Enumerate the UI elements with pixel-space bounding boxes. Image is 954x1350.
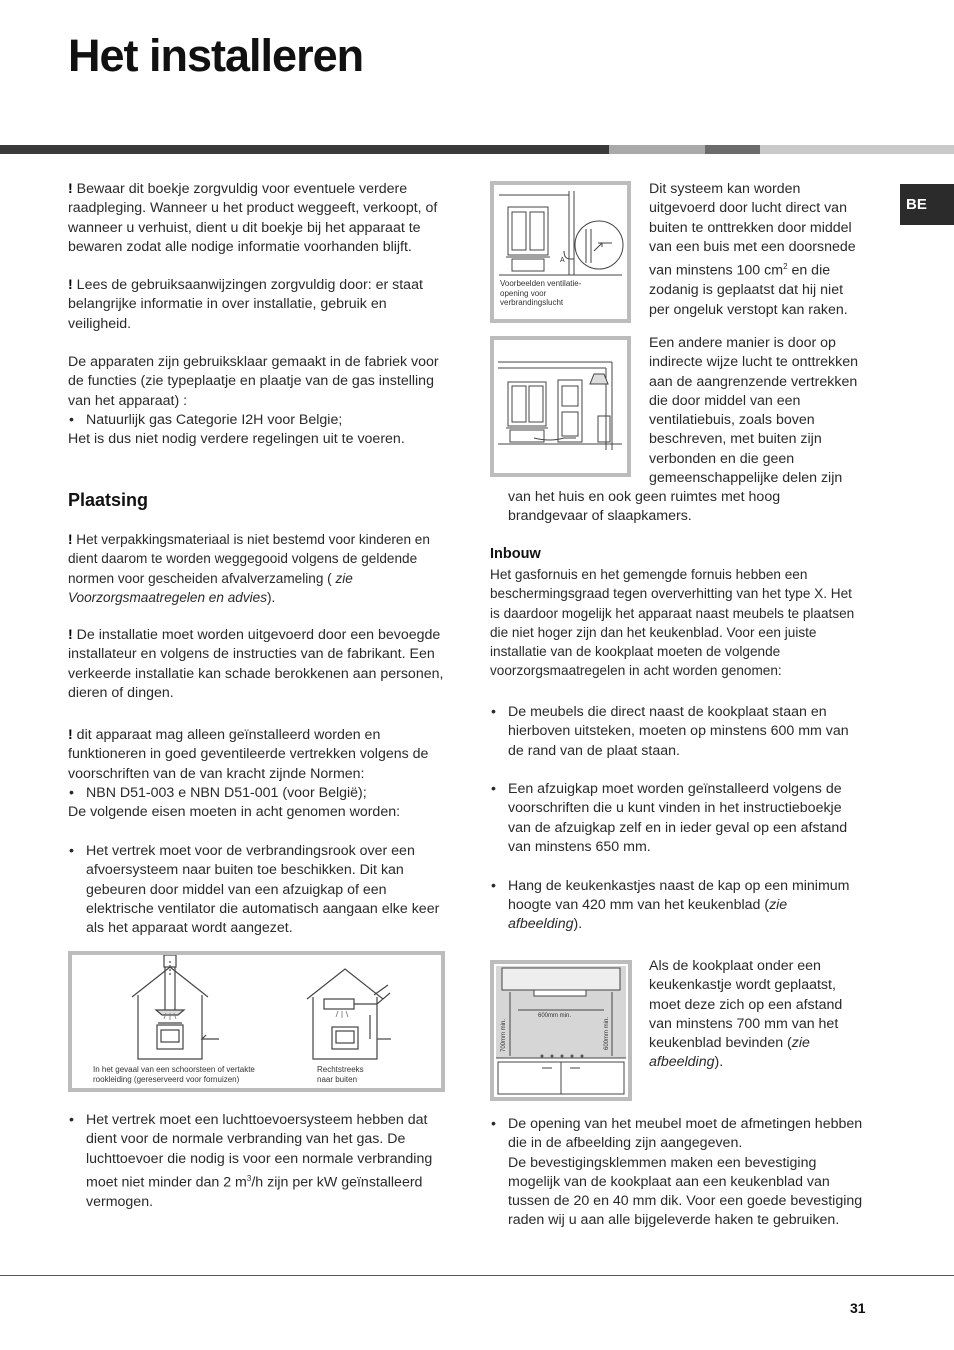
list-item: • De opening van het meubel moet de afmetingen hebben die in de afbeelding zijn aangegeven. De bevestigingsklemmen maken een bevestiging mogelijk van de kookplaat aan een keukenblad van tussen de 20 en 40 mm dik. Voor een goede bevestiging raden wij u aan alle bijgeleverde haken te gebruiken. [490,1115,864,1231]
list-item: • Natuurlijk gas Categorie I2H voor Belgie; [68,411,444,430]
list-precautions [490,703,864,935]
header-bar-mid [609,145,705,154]
figure-caption-chimney: In het gevaal van een schoorsteen of vertakte rookleiding (gereserveerd voor fornuizen) [93,1065,255,1084]
page-title: Het installeren [68,30,364,81]
paragraph-inbouw: Het gasfornuis en het gemengde fornuis hebben een beschermingsgraad tegen oververhitting van het type X. Het is daardoor mogelijk het apparaat naast meubels te plaatsen die niet hoger zijn dan het keukenblad. Voor een juiste installatie van de kookplaat moeten de volgende voorzorgsmaatregelen in acht worden genomen: [490,567,855,679]
footer-rule [0,1275,954,1276]
heading-plaatsing: Plaatsing [68,490,149,510]
paragraph-indirect-air-cont: van het huis en ook geen ruimtes met hoog brandgevaar of slaapkamers. [508,489,781,525]
svg-text:600mm min.: 600mm min. [604,1016,610,1050]
language-tab-label: BE [906,196,927,213]
list-item: • NBN D51-003 e NBN D51-001 (voor België); [68,784,446,803]
paragraph-factory-ready: De apparaten zijn gebruiksklaar gemaakt in de fabriek voor de functies (zie typeplaatje en plaatje van de gas instelling van het apparaat) : • Natuurlijk gas Categorie I2H voor Belgie; Het is dus niet nodig verdere regelingen uit te voeren. [68,353,444,449]
list-item: • Een afzuigkap moet worden geïnstalleerd volgens de voorschriften die u kunt vinden in het instructieboekje van de afzuigkap zelf en in ieder geval op een afstand van minstens 650 mm. [490,780,864,857]
list-item: • De meubels die direct naast de kookplaat staan en hierboven uitsteken, moeten op minstens 600 mm van de rand van de plaat staan. [490,703,864,761]
list-opening [490,1115,864,1231]
bullet-air-supply: • Het vertrek moet een luchttoevoersysteem hebben dat dient voor de normale verbranding van het gas. De luchttoevoer die nodig is voor een normale verbranding moet niet minder dan 2 $m^3/h$ zijn per kW geïnstalleerd vermogen. [68,1111,444,1212]
list-item: • Hang de keukenkastjes naast de kap op een minimum hoogte van 420 mm van het keukenblad (zie afbeelding). [490,877,864,935]
language-tab [900,184,954,225]
figure-ventilation-opening [490,181,631,323]
paragraph-direct-air: Dit systeem kan worden uitgevoerd door lucht direct van buiten te onttrekken door middel van een buis met een doorsnede van minstens 100 $cm^2$ en die zodanig is geplaatst dat hij niet per ongeluk verstopt kan raken. [649,181,856,318]
svg-text:A: A [560,257,565,264]
figure-caption-vent: Voorbeelden ventilatie-opening voor verbrandingslucht [500,279,582,307]
figure-hob-distances [490,960,632,1101]
paragraph-indirect-air: Een andere manier is door op indirecte wijze lucht te onttrekken aan de aangrenzende vertrekken die door middel van een ventilatiebuis, zoals boven beschreven, met buiten zijn verbonden en die geen gemeenschappelijke delen zijn [649,335,858,487]
header-bar-dark [0,145,609,154]
paragraph-keep-booklet: ! Bewaar dit boekje zorgvuldig voor eventuele verdere raadpleging. Wanneer u het product weggeeft, verkoopt, of wanneer u verhuist, dient u dit boekje bij het apparaat te bewaren zodat alle nodige informatie voorhanden blijft. [68,181,438,255]
bullet-exhaust: • Het vertrek moet voor de verbrandingsrook over een afvoersysteem naar buiten toe beschikken. Dit kan gebeuren door middel van een afzuigkap of een elektrische ventilator die automatisch aangaan elke keer als het apparaat wordt aangezet. [68,842,444,938]
header-bar-dark2 [705,145,760,154]
figure-caption-direct: Rechtstreeks naar buiten [317,1065,364,1084]
header-bar-light [760,145,954,154]
svg-text:700mm min.: 700mm min. [501,1018,507,1052]
heading-inbouw: Inbouw [490,546,541,562]
paragraph-packaging: ! Het verpakkingsmateriaal is niet bestemd voor kinderen en dient daarom te worden weggegooid volgens de geldende normen voor gescheiden afvalverzameling ( zie Voorzorgsmaatregelen en advies). [68,532,430,605]
svg-text:600mm min.: 600mm min. [538,1013,572,1019]
paragraph-read-instructions: ! Lees de gebruiksaanwijzingen zorgvuldig door: er staat belangrijke informatie in over installatie, gebruik en veiligheid. [68,277,423,332]
page-number: 31 [850,1300,866,1316]
hob-distance-diagram [494,964,628,1097]
figure-indirect-vent [490,336,631,477]
adjacent-room-diagram [494,340,627,473]
paragraph-installer: ! De installatie moet worden uitgevoerd door een bevoegde installateur en volgens de instructies van de fabrikant. Een verkeerde installatie kan schade berokkenen aan personen, dieren of dingen. [68,627,444,701]
paragraph-under-cabinet: Als de kookplaat onder een keukenkastje wordt geplaatst, moet deze zich op een afstand van minstens 700 mm van het keukenblad bevinden (zie afbeelding). [649,958,843,1071]
figure-exhaust-examples [68,951,445,1092]
paragraph-ventilation: ! dit apparaat mag alleen geïnstalleerd worden en funktioneren in goed geventileerde vertrekken volgens de voorschriften van de van kracht zijnde Normen: • NBN D51-003 e NBN D51-001 (voor België); De volgende eisen moeten in acht genomen worden: [68,726,446,822]
